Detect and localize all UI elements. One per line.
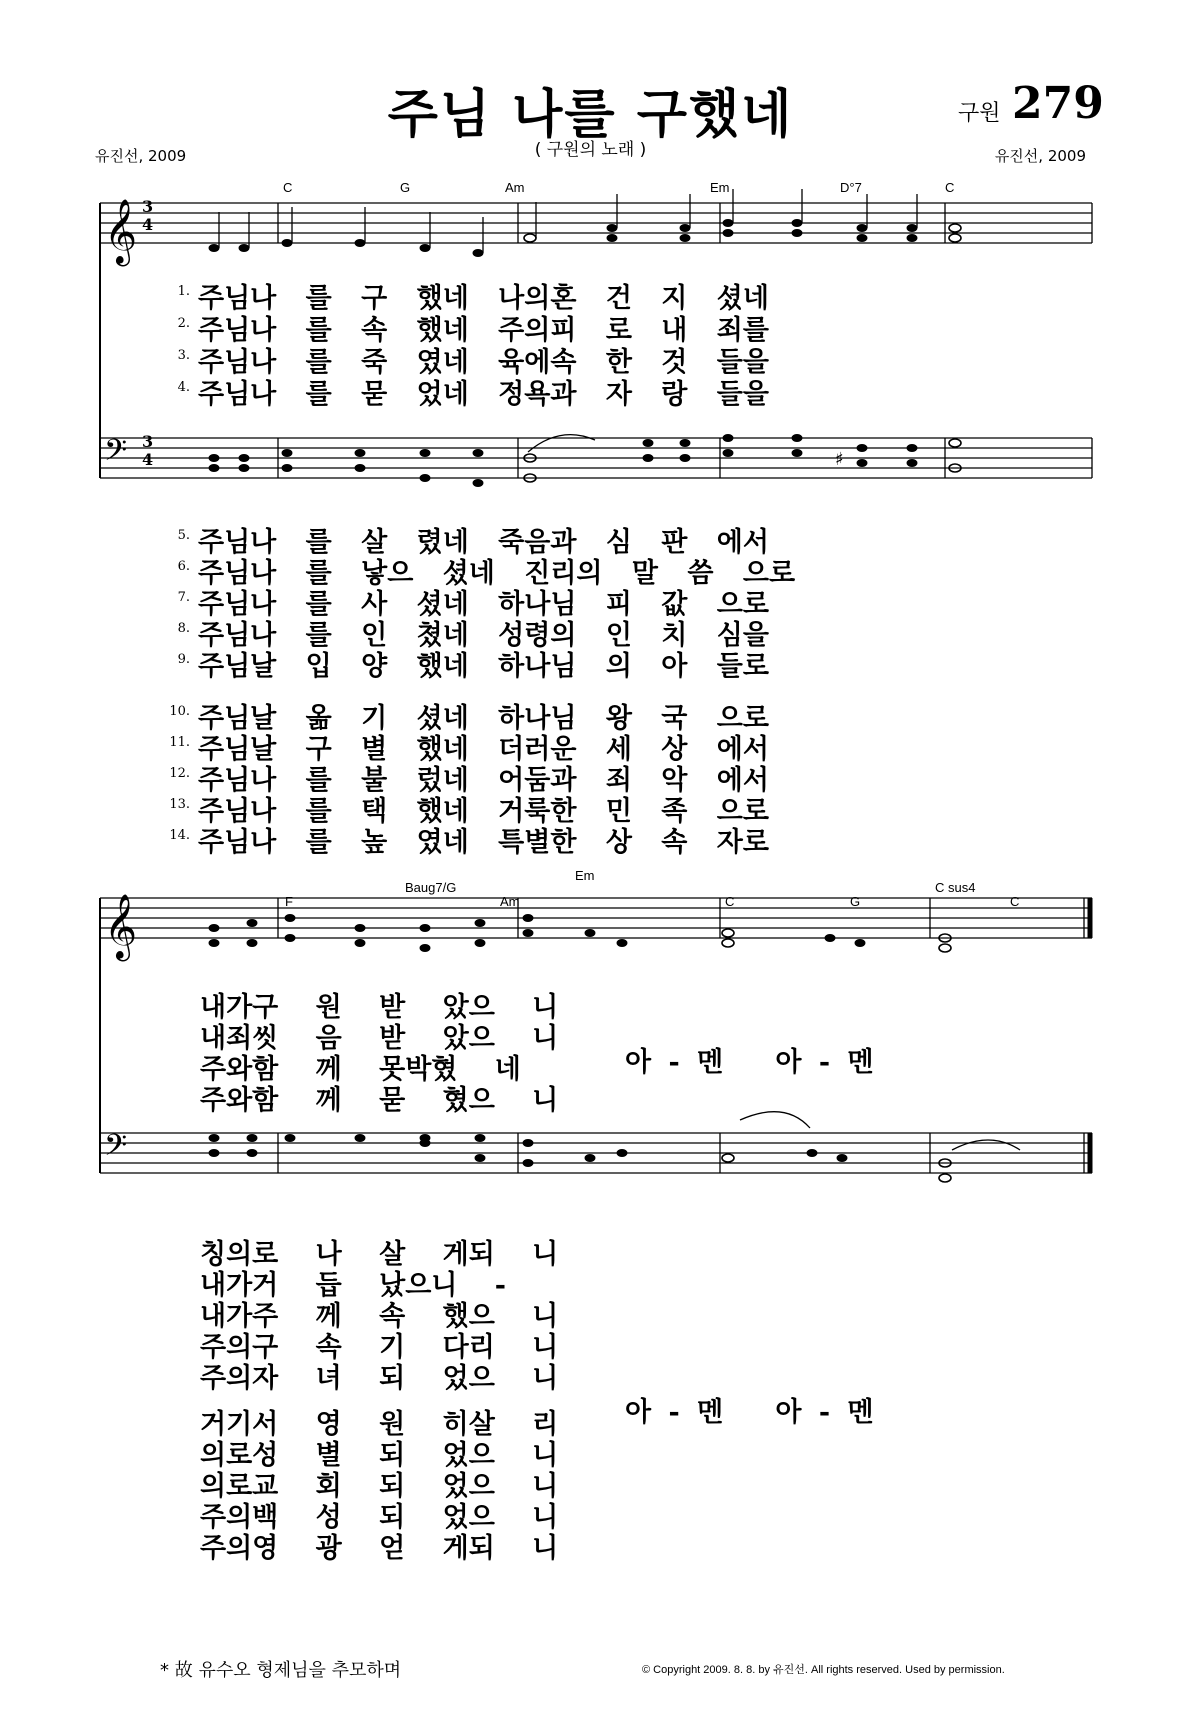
amen-2: 아 - 멘 아 - 멘 (625, 1397, 874, 1428)
refrain-block-b (200, 1232, 559, 1394)
chord: Em (575, 868, 595, 883)
notes-bass-2 (209, 1134, 848, 1167)
lyric-line: 주님나 를 불 렀네 어둠과 죄 악 에서 (198, 765, 769, 796)
lyric-line: 주님나 를 택 했네 거룩한 민 족 으로 (198, 796, 769, 827)
lyric-line: 주님나 를 살 렸네 죽음과 심 판 에서 (198, 527, 769, 558)
time-sig-num: 3 (142, 432, 154, 451)
lyric-line: 내가주 께 속 했으 니 (200, 1301, 559, 1332)
chord: Am (505, 180, 525, 195)
lyric-line: 주님나 를 사 셨네 하나님 피 값 으로 (198, 589, 769, 620)
lyric-line: 거기서 영 원 히살 리 (200, 1409, 559, 1440)
treble-clef-icon: 𝄞 (104, 199, 138, 264)
svg-text:♯: ♯ (835, 449, 844, 470)
lyric-line: 주와함 께 묻 혔으 니 (200, 1085, 559, 1116)
chord: Em (710, 180, 730, 195)
chord: G (850, 894, 861, 909)
time-sig-num: 3 (142, 197, 154, 216)
lyric-line: 의로성 별 되 었으 니 (200, 1440, 559, 1471)
notes-treble-1 (209, 219, 918, 257)
lyric-line: 주의백 성 되 었으 니 (200, 1502, 559, 1533)
lyric-line: 주와함 께 못박혔 네 (200, 1054, 521, 1085)
lyric-line: 주의영 광 얻 게되 니 (200, 1533, 559, 1564)
refrain-block-c (200, 1402, 559, 1564)
lyric-line: 칭의로 나 살 게되 니 (200, 1239, 559, 1270)
hymn-title: 주님 나를 구했네 (387, 85, 794, 145)
notes-bass-1 (209, 434, 918, 487)
chord: C (1010, 894, 1020, 909)
lyric-line: 의로교 회 되 었으 니 (200, 1471, 559, 1502)
hymn-subtitle: ( 구원의 노래 ) (534, 140, 647, 160)
lyric-line: 주님나 를 낳으 셨네 진리의 말 씀 으로 (198, 558, 796, 589)
hymn-number: 279 (1012, 78, 1104, 129)
bass-clef-icon: 𝄢 (104, 1129, 128, 1170)
lyric-line: 주의구 속 기 다리 니 (200, 1332, 559, 1363)
amen-1: 아 - 멘 아 - 멘 (625, 1047, 874, 1078)
hymn-category-label: 구원 (958, 101, 1001, 126)
lyric-line: 내죄씻 음 받 았으 니 (200, 1023, 559, 1054)
lyric-line: 주님날 옮 기 셨네 하나님 왕 국 으로 (198, 703, 769, 734)
chord: F (285, 894, 293, 909)
lyric-line: 주님날 입 양 했네 하나님 의 아 들로 (198, 651, 769, 682)
memorial-note: * 故 유수오 형제님을 추모하며 (160, 1660, 402, 1681)
lyric-line: 주님나 를 죽 였네 육에속 한 것 들을 (198, 347, 769, 378)
chord: D°7 (840, 180, 862, 195)
chord: C (945, 180, 955, 195)
treble-staff-2 (100, 898, 1092, 938)
chord: Baug7/G (405, 880, 457, 895)
chord: G (400, 180, 411, 195)
credit-lyricist: 유진선, 2009 (95, 147, 187, 165)
bass-clef-icon: 𝄢 (104, 434, 128, 475)
lyric-line: 주님나 를 속 했네 주의피 로 내 죄를 (198, 315, 769, 346)
lyric-line: 주의자 녀 되 었으 니 (200, 1363, 559, 1394)
notes-treble-2 (209, 914, 866, 952)
lyric-line: 내가거 듭 났으니 - (200, 1270, 506, 1301)
lyric-line: 주님나 를 묻 었네 정욕과 자 랑 들을 (198, 379, 769, 410)
lyric-line: 주님나 를 인 쳤네 성령의 인 치 심을 (198, 620, 769, 651)
credit-composer: 유진선, 2009 (994, 147, 1086, 165)
chord: Am (500, 894, 520, 909)
time-sig-den: 4 (142, 215, 154, 234)
refrain-block-a (200, 985, 559, 1116)
lyric-line: 주님날 구 별 했네 더러운 세 상 에서 (198, 734, 769, 765)
chord: C (725, 894, 735, 909)
copyright-notice: © Copyright 2009. 8. 8. by 유진선. All rights reserved. Used by permission. (642, 1664, 1005, 1676)
chord: C (283, 180, 293, 195)
lyric-line: 주님나 를 높 였네 특별한 상 속 자로 (198, 827, 769, 858)
treble-clef-icon: 𝄞 (104, 894, 138, 959)
lyric-line: 내가구 원 받 았으 니 (200, 992, 559, 1023)
chord: C sus4 (935, 880, 976, 895)
time-sig-den: 4 (142, 450, 154, 469)
lyric-line: 주님나 를 구 했네 나의혼 건 지 셨네 (198, 283, 769, 314)
